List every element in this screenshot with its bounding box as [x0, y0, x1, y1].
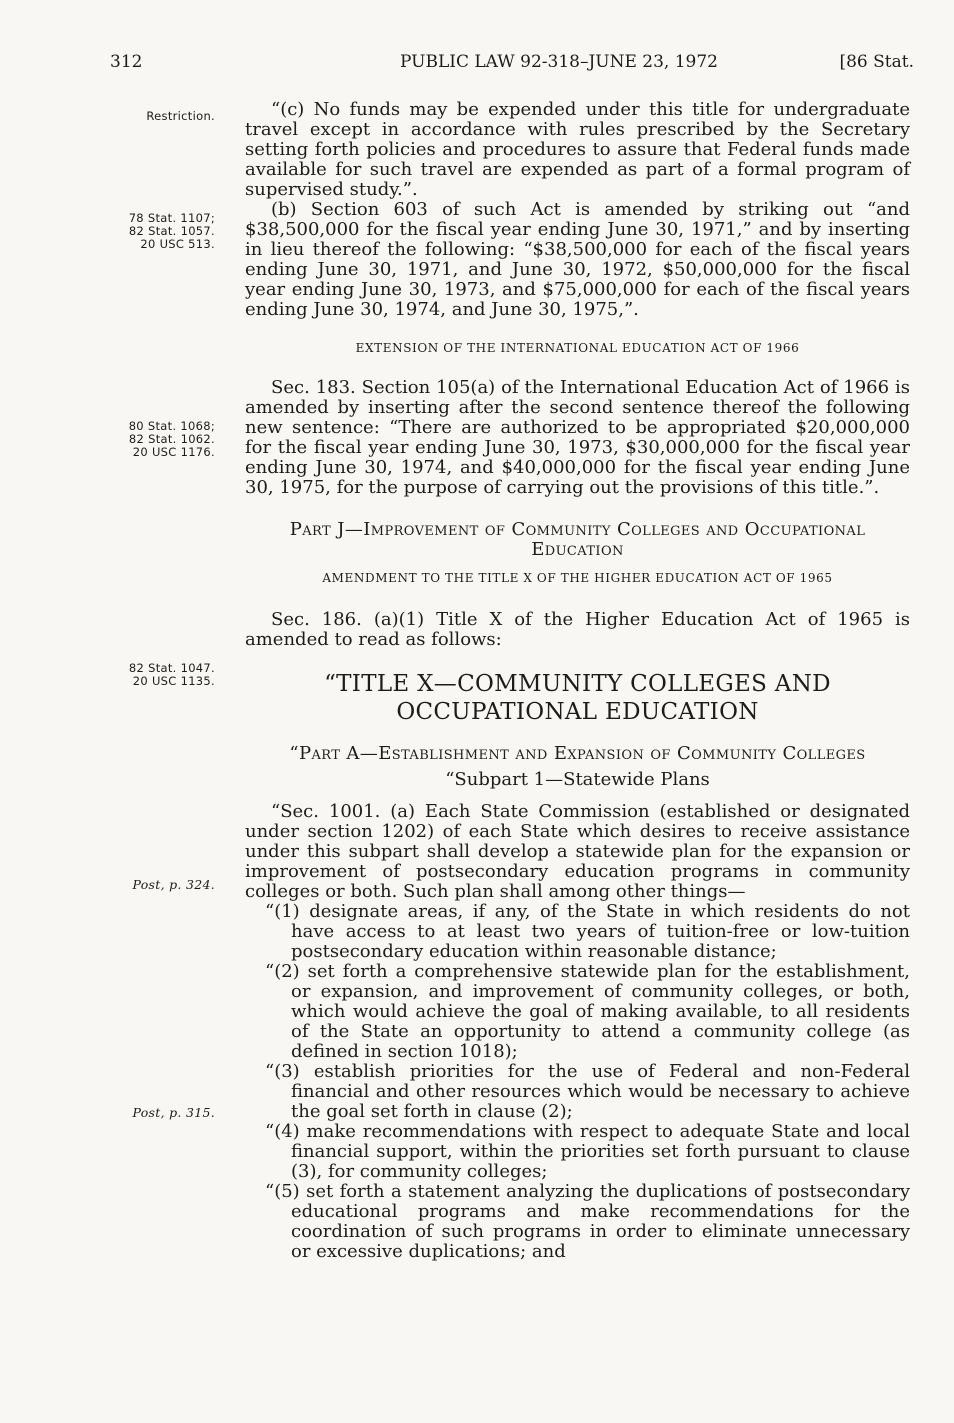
margin-note-line: 78 Stat. 1107;: [128, 211, 215, 225]
margin-note-citation-2: [50, 420, 215, 459]
margin-note-line: 80 Stat. 1068;: [128, 419, 215, 433]
clause-4: “(4) make recommendations with respect to adequate State and local financial support, within the priorities set forth pursuant to clause (3), for community colleges;: [265, 1121, 910, 1182]
margin-note-post-324: Post, p. 324.: [132, 877, 215, 892]
margin-note-line: 82 Stat. 1047.: [128, 661, 215, 675]
margin-note-line: 20 USC 1176.: [132, 445, 215, 459]
clause-1: “(1) designate areas, if any, of the State in which residents do not have access to at least two years of tuition-free or low-tuition postsecondary education within reasonable distance;: [265, 901, 910, 962]
paragraph-c: “(c) No funds may be expended under this title for undergraduate travel except in accordance with rules prescribed by the Secretary setting forth policies and procedures to assure that Federal funds made available for such travel are expended as part of a formal program of supervised study.”.: [245, 99, 910, 200]
paragraph-b: (b) Section 603 of such Act is amended by striking out “and $38,500,000 for the fiscal year ending June 30, 1971,” and by inserting in lieu thereof the following: “$38,500,000 for each of the fiscal years ending June 30, 1971, and June 30, 1972, $50,000,000 for the fiscal year ending June 30, 1973, and $75,000,000 for each of the fiscal years ending June 30, 1974, and June 30, 1975,”.: [245, 199, 910, 320]
margin-note-post-315: Post, p. 315.: [132, 1105, 215, 1120]
margin-note-line: 20 USC 513.: [140, 237, 215, 251]
page-number: 312: [110, 52, 143, 72]
clause-2: “(2) set forth a comprehensive statewide plan for the establishment, or expansion, and improvement of community colleges, or both, which would achieve the goal of making available, to all residents of the State an opportunity to attend a community college (as defined in section 1018);: [265, 961, 910, 1062]
section-186: Sec. 186. (a)(1) Title X of the Higher Education Act of 1965 is amended to read as follows:: [245, 609, 910, 650]
section-heading-extension: EXTENSION OF THE INTERNATIONAL EDUCATION ACT OF 1966: [355, 341, 800, 355]
section-heading-amendment: AMENDMENT TO THE TITLE X OF THE HIGHER EDUCATION ACT OF 1965: [322, 571, 833, 585]
clause-5: “(5) set forth a statement analyzing the duplications of postsecondary educational programs and make recommendations for the coordination of such programs in order to eliminate unnecessary or excessive duplications; and: [265, 1181, 910, 1262]
margin-note-line: 82 Stat. 1062.: [128, 432, 215, 446]
header-title: PUBLIC LAW 92-318–JUNE 23, 1972: [400, 52, 718, 72]
part-j-heading: Part J—Improvement of Community Colleges and Occupational Education: [289, 519, 866, 560]
margin-note-line: 20 USC 1135.: [132, 674, 215, 688]
body-column: [245, 100, 910, 1262]
title-x-line-2: OCCUPATIONAL EDUCATION: [396, 699, 759, 725]
title-x-line-1: “TITLE X—COMMUNITY COLLEGES AND: [324, 671, 831, 697]
margin-note-citation-3: [50, 662, 215, 688]
margin-note-restriction: Restriction.: [146, 109, 215, 123]
section-183: Sec. 183. Section 105(a) of the International Education Act of 1966 is amended by inserting after the second sentence thereof the following new sentence: “There are authorized to be appropriated $20,000,000 for the fiscal year ending June 30, 1973, $30,000,000 for the fiscal year ending June 30, 1974, and $40,000,000 for the fiscal year ending June 30, 1975, for the purpose of carrying out the provisions of this title.”.: [245, 377, 910, 498]
part-a-heading: “Part A—Establishment and Expansion of Community Colleges: [289, 743, 866, 764]
section-1001: “Sec. 1001. (a) Each State Commission (established or designated under section 1202) of each State which desires to receive assistance under this subpart shall develop a statewide plan for the expansion or improvement of postsecondary education programs in community colleges or both. Such plan shall among other things—: [245, 801, 910, 902]
clause-3: “(3) establish priorities for the use of Federal and non-Federal financial and other resources which would be necessary to achieve the goal set forth in clause (2);: [265, 1061, 910, 1122]
margin-note-citation-1: [50, 212, 215, 251]
margin-note-line: 82 Stat. 1057.: [128, 224, 215, 238]
running-header: [110, 52, 914, 82]
header-stat-citation: [86 Stat.: [839, 52, 914, 72]
subpart-1-heading: “Subpart 1—Statewide Plans: [445, 769, 710, 790]
